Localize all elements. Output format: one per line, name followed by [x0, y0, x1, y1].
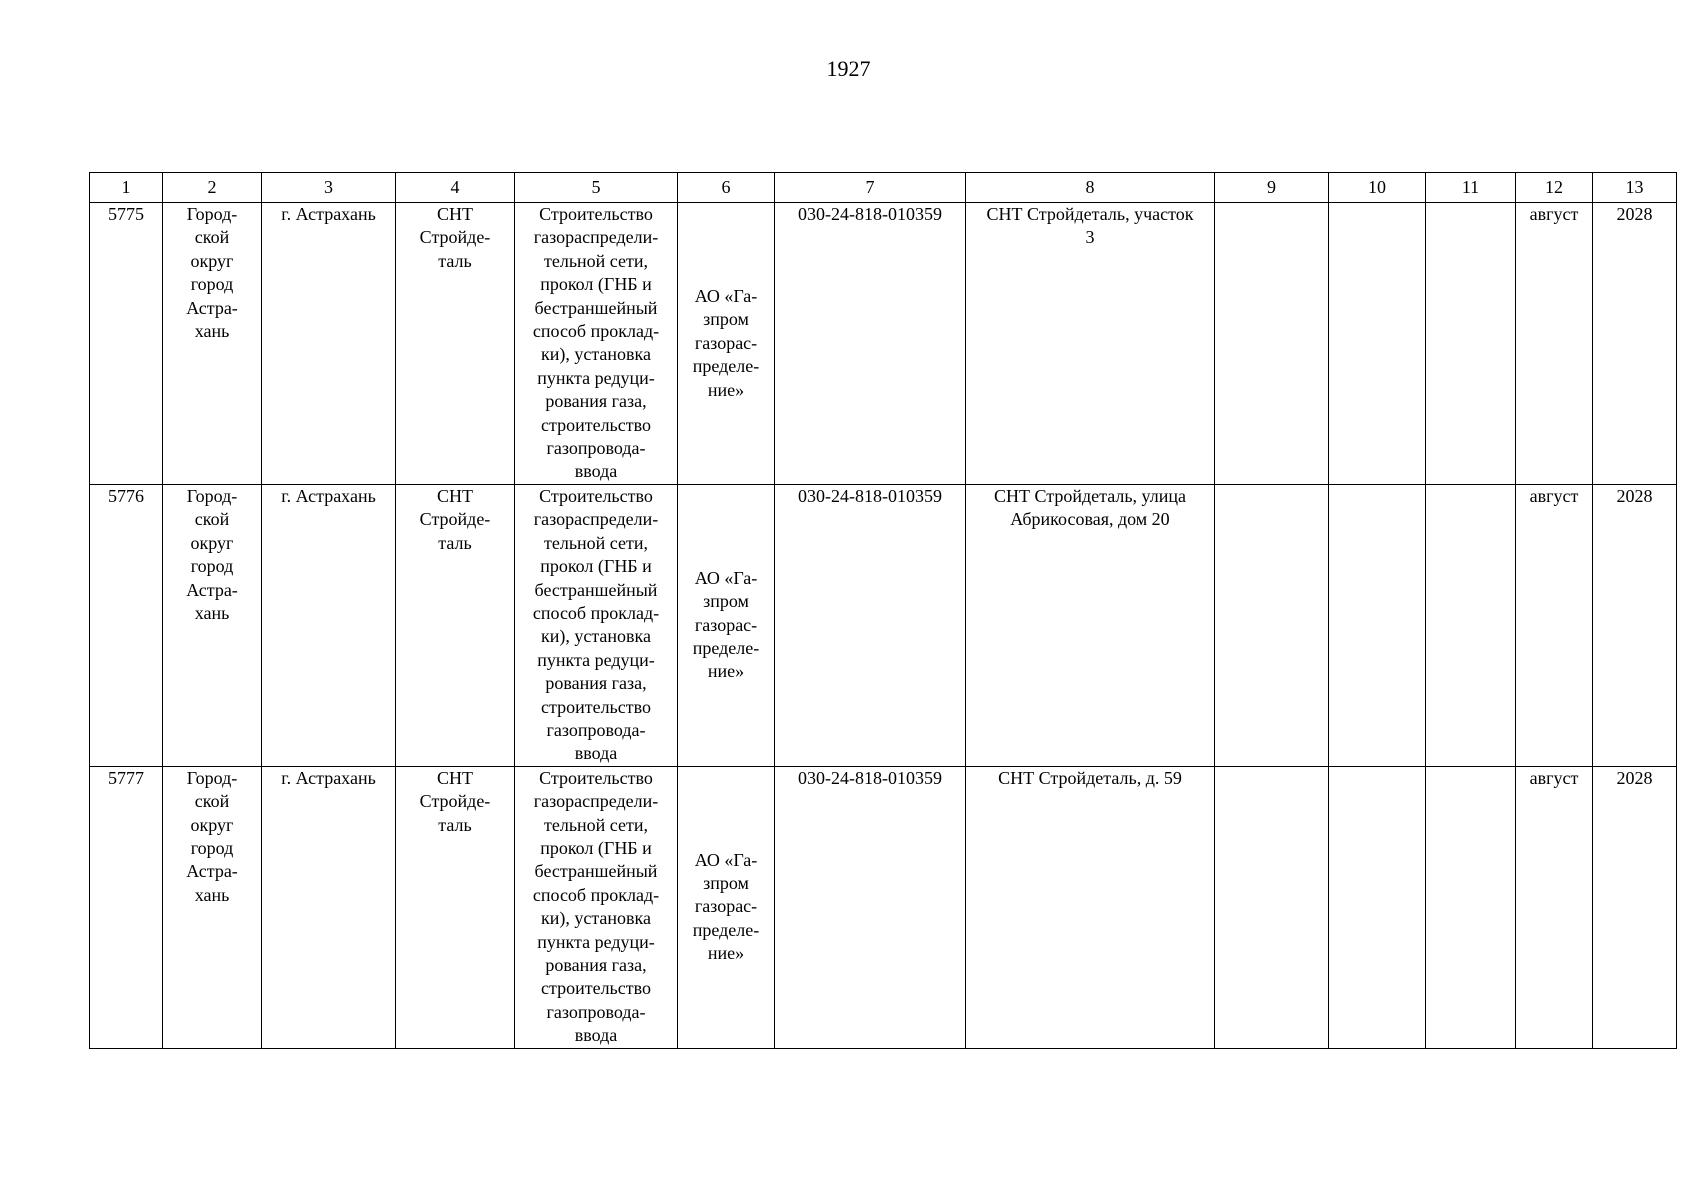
column-header: 2 [163, 173, 262, 203]
year-cell: 2028 [1593, 484, 1677, 766]
empty-cell [1329, 203, 1426, 485]
column-header: 4 [396, 173, 515, 203]
works-cell: Строительство газораспредели- тельной сети, прокол (ГНБ и бестраншейный способ проклад- ки), установка пункта редуци- рования газа, строительство газопровода- ввода [515, 203, 678, 485]
column-header: 6 [678, 173, 775, 203]
district-cell: Город- ской округ город Астра- хань [163, 766, 262, 1048]
organization-cell: АО «Га- зпром газорас- пределе- ние» [678, 766, 775, 1048]
district-cell: Город- ской округ город Астра- хань [163, 203, 262, 485]
table-row [90, 484, 1677, 766]
organization-cell: АО «Га- зпром газорас- пределе- ние» [678, 203, 775, 485]
data-table [89, 172, 1677, 1049]
year-cell: 2028 [1593, 203, 1677, 485]
empty-cell [1329, 484, 1426, 766]
code-cell: 030-24-818-010359 [775, 484, 966, 766]
column-header: 10 [1329, 173, 1426, 203]
column-header: 12 [1516, 173, 1593, 203]
address-cell: СНТ Стройдеталь, участок 3 [966, 203, 1215, 485]
month-cell: август [1516, 484, 1593, 766]
district-cell: Город- ской округ город Астра- хань [163, 484, 262, 766]
row-number: 5777 [90, 766, 163, 1048]
table-row [90, 766, 1677, 1048]
address-cell: СНТ Стройдеталь, улица Абрикосовая, дом 20 [966, 484, 1215, 766]
organization-cell: АО «Га- зпром газорас- пределе- ние» [678, 484, 775, 766]
code-cell: 030-24-818-010359 [775, 766, 966, 1048]
empty-cell [1426, 766, 1516, 1048]
column-header: 5 [515, 173, 678, 203]
empty-cell [1215, 766, 1329, 1048]
empty-cell [1426, 484, 1516, 766]
works-cell: Строительство газораспредели- тельной сети, прокол (ГНБ и бестраншейный способ проклад- ки), установка пункта редуци- рования газа, строительство газопровода- ввода [515, 484, 678, 766]
locality-cell: г. Астрахань [262, 766, 396, 1048]
locality-cell: г. Астрахань [262, 484, 396, 766]
table-header-row [90, 173, 1677, 203]
address-cell: СНТ Стройдеталь, д. 59 [966, 766, 1215, 1048]
column-header: 1 [90, 173, 163, 203]
empty-cell [1215, 484, 1329, 766]
table-row [90, 203, 1677, 485]
column-header: 7 [775, 173, 966, 203]
locality-cell: г. Астрахань [262, 203, 396, 485]
column-header: 8 [966, 173, 1215, 203]
column-header: 3 [262, 173, 396, 203]
column-header: 11 [1426, 173, 1516, 203]
object-cell: СНТ Стройде- таль [396, 766, 515, 1048]
column-header: 9 [1215, 173, 1329, 203]
page-number: 1927 [826, 56, 871, 81]
empty-cell [1215, 203, 1329, 485]
code-cell: 030-24-818-010359 [775, 203, 966, 485]
object-cell: СНТ Стройде- таль [396, 484, 515, 766]
empty-cell [1426, 203, 1516, 485]
empty-cell [1329, 766, 1426, 1048]
works-cell: Строительство газораспредели- тельной сети, прокол (ГНБ и бестраншейный способ проклад- ки), установка пункта редуци- рования газа, строительство газопровода- ввода [515, 766, 678, 1048]
year-cell: 2028 [1593, 766, 1677, 1048]
row-number: 5775 [90, 203, 163, 485]
month-cell: август [1516, 766, 1593, 1048]
month-cell: август [1516, 203, 1593, 485]
column-header: 13 [1593, 173, 1677, 203]
object-cell: СНТ Стройде- таль [396, 203, 515, 485]
row-number: 5776 [90, 484, 163, 766]
